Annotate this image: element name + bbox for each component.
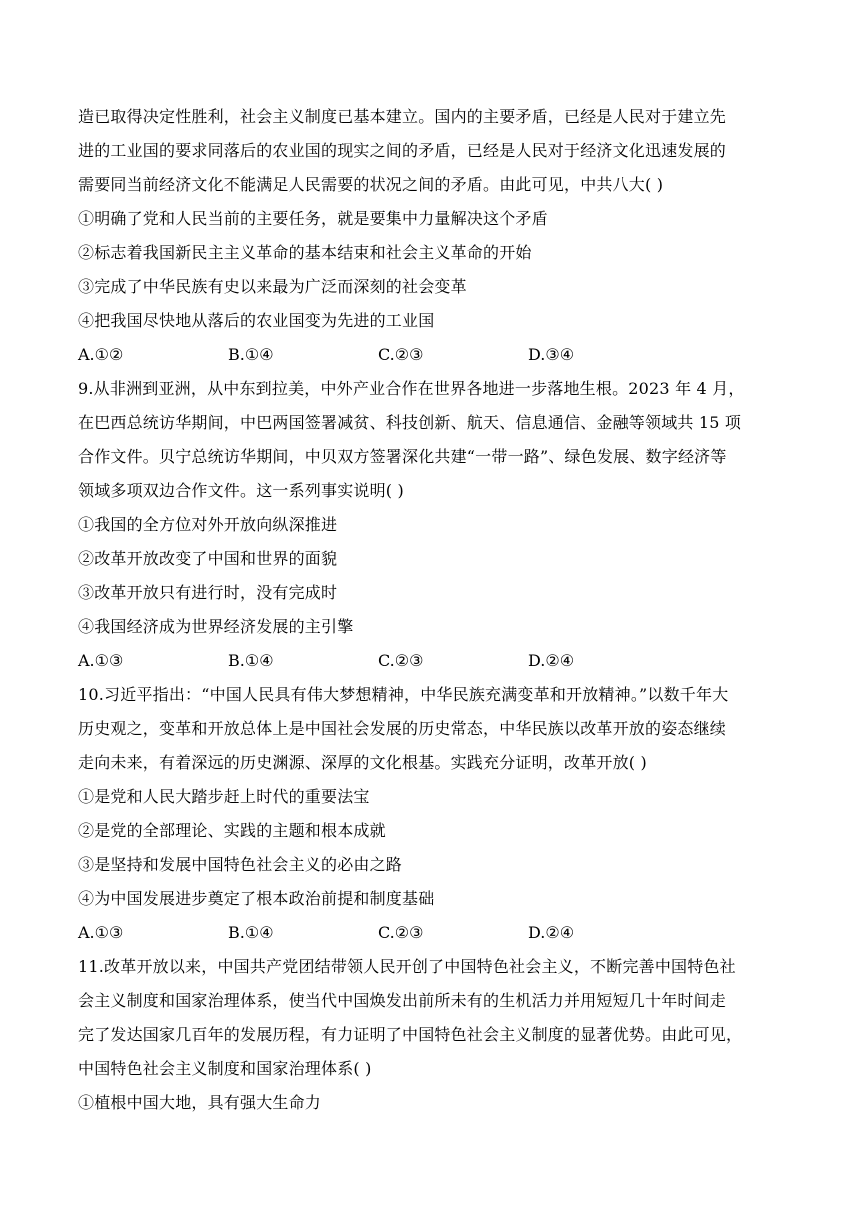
statement-item: ④我国经济成为世界经济发展的主引擎 <box>78 617 354 636</box>
statement-item: ①我国的全方位对外开放向纵深推进 <box>78 515 338 534</box>
question-11 <box>78 950 788 1120</box>
question-stem-line: 会主义制度和国家治理体系，使当代中国焕发出前所未有的生机活力并用短短几十年时间走 <box>78 991 727 1010</box>
question-stem-line: 完了发达国家几百年的发展历程，有力证明了中国特色社会主义制度的显著优势。由此可见， <box>78 1025 743 1044</box>
question-stem-line: 11.改革开放以来，中国共产党团结带领人民开创了中国特色社会主义，不断完善中国特色社 <box>78 957 736 976</box>
question-8 <box>78 100 788 372</box>
option-d: D.②④ <box>528 651 575 670</box>
question-stem-line: 中国特色社会主义制度和国家治理体系( ) <box>78 1059 372 1078</box>
statement-item: ②是党的全部理论、实践的主题和根本成就 <box>78 821 386 840</box>
option-c: C.②③ <box>378 345 424 364</box>
statement-item: ④把我国尽快地从落后的农业国变为先进的工业国 <box>78 311 435 330</box>
question-stem-line: 10.习近平指出：“中国人民具有伟大梦想精神，中华民族充满变革和开放精神。”以数千年大 <box>78 685 729 704</box>
option-a: A.①② <box>78 345 124 364</box>
statement-item: ①植根中国大地，具有强大生命力 <box>78 1093 322 1112</box>
statement-item: ④为中国发展进步奠定了根本政治前提和制度基础 <box>78 889 435 908</box>
question-stem-line: 领域多项双边合作文件。这一系列事实说明( ) <box>78 481 404 500</box>
question-9 <box>78 372 788 678</box>
option-c: C.②③ <box>378 651 424 670</box>
statement-item: ③完成了中华民族有史以来最为广泛而深刻的社会变革 <box>78 277 467 296</box>
option-d: D.③④ <box>528 345 575 364</box>
option-b: B.①④ <box>228 345 274 364</box>
question-stem-line: 合作文件。贝宁总统访华期间，中贝双方签署深化共建“一带一路”、绿色发展、数字经济等 <box>78 447 727 466</box>
question-stem-line: 走向未来，有着深远的历史渊源、深厚的文化根基。实践充分证明，改革开放( ) <box>78 753 647 772</box>
option-b: B.①④ <box>228 923 274 942</box>
question-stem-line: 9.从非洲到亚洲，从中东到拉美，中外产业合作在世界各地进一步落地生根。2023 年 4 月， <box>78 379 745 398</box>
option-a: A.①③ <box>78 651 124 670</box>
statement-item: ①明确了党和人民当前的主要任务，就是要集中力量解决这个矛盾 <box>78 209 548 228</box>
question-stem-line: 历史观之，变革和开放总体上是中国社会发展的历史常态，中华民族以改革开放的姿态继续 <box>78 719 727 738</box>
option-d: D.②④ <box>528 923 575 942</box>
option-b: B.①④ <box>228 651 274 670</box>
answer-options <box>78 338 788 372</box>
document-page <box>78 100 788 1120</box>
question-stem-line: 需要同当前经济文化不能满足人民需要的状况之间的矛盾。由此可见，中共八大( ) <box>78 175 664 194</box>
question-stem-line: 进的工业国的要求同落后的农业国的现实之间的矛盾，已经是人民对于经济文化迅速发展的 <box>78 141 727 160</box>
statement-item: ②标志着我国新民主主义革命的基本结束和社会主义革命的开始 <box>78 243 532 262</box>
question-stem-line: 造已取得决定性胜利，社会主义制度已基本建立。国内的主要矛盾，已经是人民对于建立先 <box>78 107 727 126</box>
option-a: A.①③ <box>78 923 124 942</box>
answer-options <box>78 644 788 678</box>
option-c: C.②③ <box>378 923 424 942</box>
statement-item: ③是坚持和发展中国特色社会主义的必由之路 <box>78 855 403 874</box>
statement-item: ②改革开放改变了中国和世界的面貌 <box>78 549 338 568</box>
answer-options <box>78 916 788 950</box>
statement-item: ①是党和人民大踏步赶上时代的重要法宝 <box>78 787 370 806</box>
statement-item: ③改革开放只有进行时，没有完成时 <box>78 583 338 602</box>
question-stem-line: 在巴西总统访华期间，中巴两国签署减贫、科技创新、航天、信息通信、金融等领域共 15 项 <box>78 413 742 432</box>
question-10 <box>78 678 788 950</box>
